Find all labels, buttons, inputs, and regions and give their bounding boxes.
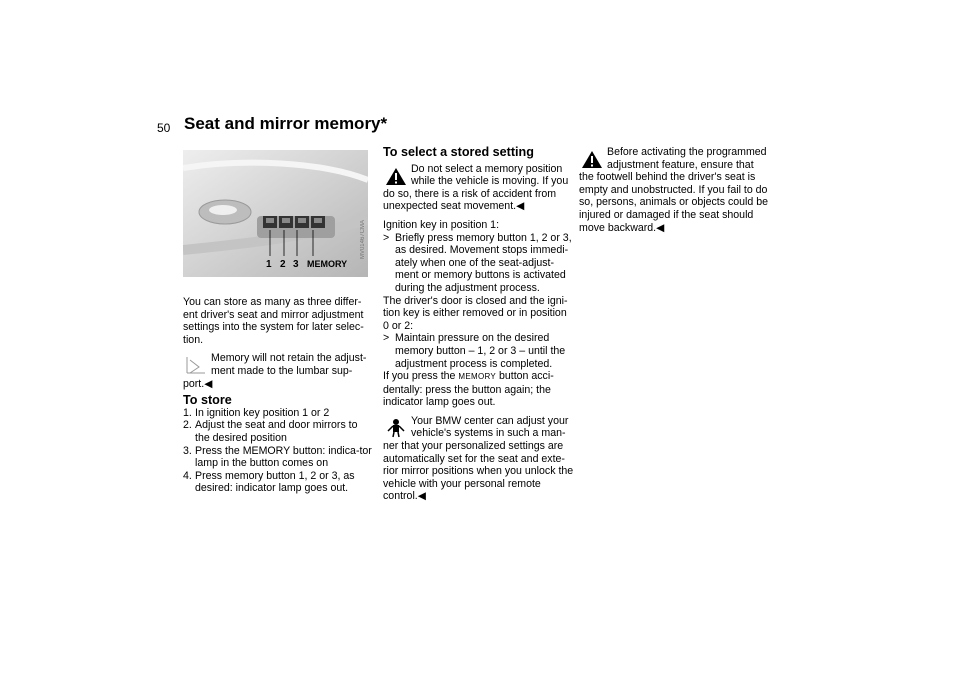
footwell-warning bbox=[579, 146, 775, 234]
figure-code: MV01467CMA bbox=[360, 219, 366, 259]
bmw-line-1: Your BMW center can adjust your bbox=[411, 414, 569, 427]
select-setting-heading: To select a stored setting bbox=[383, 145, 534, 159]
page-title: Seat and mirror memory* bbox=[184, 114, 388, 133]
footwell-line-2: adjustment feature, ensure that bbox=[607, 158, 754, 171]
bullet-arrow-icon: > bbox=[383, 231, 390, 244]
warning-line-2: while the vehicle is moving. If you bbox=[411, 175, 569, 188]
bullet-list-2 bbox=[383, 332, 575, 370]
warning-triangle-icon bbox=[385, 166, 407, 186]
column-1 bbox=[183, 296, 373, 495]
store-step: 1. In ignition key position 1 or 2 bbox=[183, 406, 330, 419]
label-2: 2 bbox=[280, 259, 286, 270]
warning-triangle-icon bbox=[581, 149, 603, 169]
intro-text: You can store as many as three differ-ent driver's seat and mirror adjustment settings into the system for later selec-tion. bbox=[183, 296, 364, 346]
store-step: 3. Press the MEMORY button: indica-tor lamp in the button comes on bbox=[183, 444, 372, 470]
column-3 bbox=[579, 146, 775, 234]
to-store-heading: To store bbox=[183, 393, 232, 408]
ignition-text: Ignition key in position 1: bbox=[383, 218, 500, 231]
page-number: 50 bbox=[157, 121, 171, 135]
memory-accident-text: If you press the MEMORY button acci-dentally: press the button again; the indicator lamp goes out. bbox=[383, 370, 554, 409]
lumbar-note-line-1: Memory will not retain the adjust- bbox=[211, 352, 367, 365]
bullet-item: > Briefly press memory button 1, 2 or 3, as desired. Movement stops immedi-ately when one of the seat-adjust-ment or memory buttons is activated during the adjustment process. bbox=[383, 231, 572, 294]
lumbar-note-line-2: ment made to the lumbar sup- bbox=[211, 364, 353, 377]
store-step: 4. Press memory button 1, 2 or 3, as desired: indicator lamp goes out. bbox=[183, 469, 355, 495]
bullet-arrow-icon: > bbox=[383, 332, 390, 345]
label-memory: MEMORY bbox=[307, 259, 348, 269]
door-text: The driver's door is closed and the igni-tion key is either removed or in position 0 or 2: bbox=[383, 294, 568, 332]
service-technician-icon bbox=[385, 418, 407, 438]
lumbar-note bbox=[183, 352, 373, 390]
seat-memory-photo bbox=[183, 150, 368, 277]
lumbar-note-line-3: port.◀ bbox=[183, 377, 213, 390]
bmw-center-note bbox=[383, 415, 575, 503]
bullet-item: > Maintain pressure on the desired memory button – 1, 2 or 3 – until the adjustment process is completed. bbox=[383, 332, 566, 370]
store-step: 2. Adjust the seat and door mirrors to the desired position bbox=[183, 419, 358, 444]
label-3: 3 bbox=[293, 259, 299, 270]
label-1: 1 bbox=[266, 259, 272, 270]
warning-line-3: do so, there is a risk of accident from unexpected seat movement.◀ bbox=[383, 187, 557, 213]
footwell-line-3: the footwell behind the driver's seat is empty and unobstructed. If you fail to do so, persons, animals or objects could be injured or damaged if the seat should move backward.◀ bbox=[579, 171, 769, 234]
moving-warning bbox=[383, 163, 575, 213]
warning-line-1: Do not select a memory position bbox=[411, 162, 563, 175]
bmw-line-3: ner that your personalized settings are automatically set for the seat and exte-rior mirror positions when you unlock the vehicle with your personal remote control.◀ bbox=[383, 440, 574, 503]
note-arrow-icon bbox=[185, 355, 207, 375]
footwell-line-1: Before activating the programmed bbox=[607, 146, 767, 158]
bmw-line-2: vehicle's systems in such a man- bbox=[411, 427, 566, 440]
column-2 bbox=[383, 146, 575, 503]
bullet-list-1 bbox=[383, 232, 575, 295]
store-steps bbox=[183, 407, 373, 495]
